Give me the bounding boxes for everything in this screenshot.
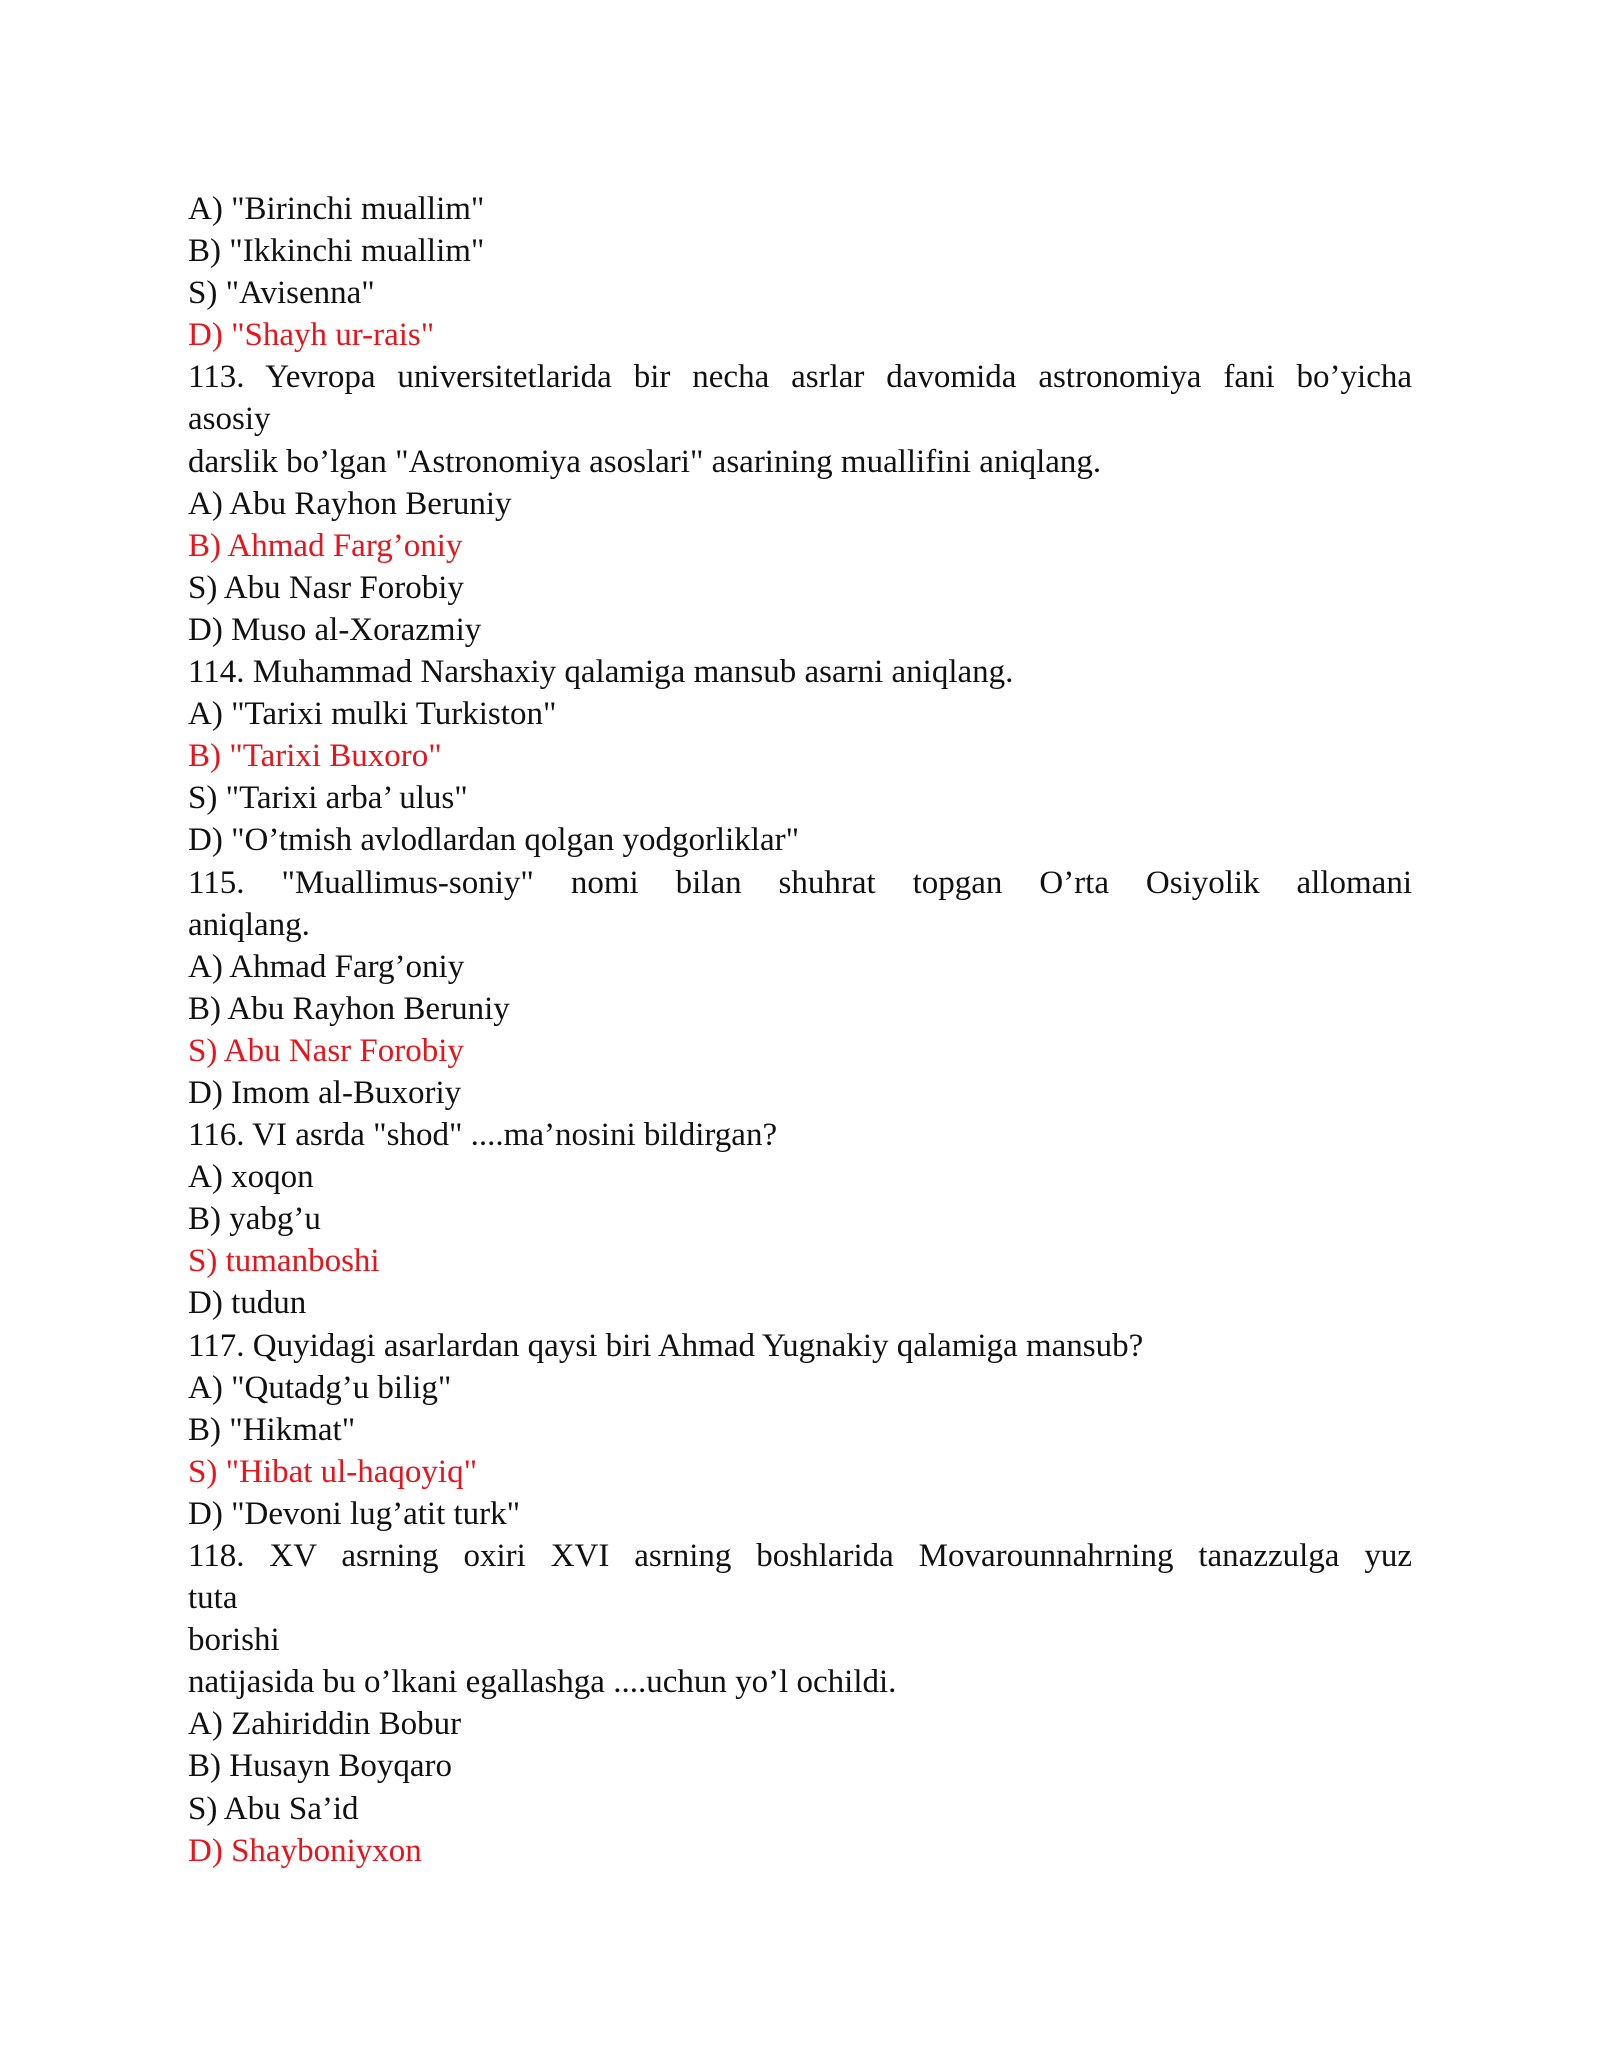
q113-option-c: S) Abu Nasr Forobiy [188,569,464,606]
q117-option-b: B) "Hikmat" [188,1411,356,1448]
q113-option-b-correct: B) Ahmad Farg’oniy [188,527,463,564]
quiz-content [188,188,1412,1872]
q114-option-d: D) "O’tmish avlodlardan qolgan yodgorliklar" [188,822,800,859]
q117-option-a: A) "Qutadg’u bilig" [188,1369,452,1406]
q116-option-c-correct: S) tumanboshi [188,1243,380,1280]
q113-question-line-2: asosiy [188,401,271,438]
q115-option-c-correct: S) Abu Nasr Forobiy [188,1032,464,1069]
q112-option-b: B) "Ikkinchi muallim" [188,233,485,270]
q115-option-b: B) Abu Rayhon Beruniy [188,990,510,1027]
q118-option-d-correct: D) Shayboniyxon [188,1832,422,1869]
q118-question-line-3: borishi [188,1622,280,1659]
q114-option-c: S) "Tarixi arba’ ulus" [188,780,468,817]
q117-option-d: D) "Devoni lug’atit turk" [188,1495,521,1532]
q112-option-a: A) "Birinchi muallim" [188,191,485,227]
q118-option-c: S) Abu Sa’id [188,1790,359,1827]
q117-option-c-correct: S) "Hibat ul-haqoyiq" [188,1453,478,1490]
q118-option-b: B) Husayn Boyqaro [188,1748,452,1785]
q113-question-line-1: 113. Yevropa universitetlarida bir necha asrlar davomida astronomiya fani bo’yicha [188,359,1412,396]
q114-option-a: A) "Tarixi mulki Turkiston" [188,696,557,733]
q115-option-a: A) Ahmad Farg’oniy [188,948,465,985]
q115-question-line-1: 115. "Muallimus-soniy" nomi bilan shuhrat topgan O’rta Osiyolik allomani [188,864,1412,901]
q116-option-a: A) xoqon [188,1159,314,1196]
q112-option-d-correct: D) "Shayh ur-rais" [188,317,435,354]
q118-question-line-1: 118. XV asrning oxiri XVI asrning boshlarida Movarounnahrning tanazzulga yuz [188,1538,1412,1574]
q115-question-line-2: aniqlang. [188,906,310,943]
q112-option-c: S) "Avisenna" [188,275,375,312]
q113-option-a: A) Abu Rayhon Beruniy [188,485,512,522]
q114-question: 114. Muhammad Narshaxiy qalamiga mansub asarni aniqlang. [188,654,1014,691]
q114-option-b-correct: B) "Tarixi Buxoro" [188,738,442,775]
q115-option-d: D) Imom al-Buxoriy [188,1074,462,1111]
q113-question-line-3: darslik bo’lgan "Astronomiya asoslari" asarining muallifini aniqlang. [188,443,1102,480]
q118-option-a: A) Zahiriddin Bobur [188,1706,462,1743]
q117-question: 117. Quyidagi asarlardan qaysi biri Ahmad Yugnakiy qalamiga mansub? [188,1327,1144,1364]
q113-option-d: D) Muso al-Xorazmiy [188,611,482,648]
q116-option-d: D) tudun [188,1285,307,1322]
q116-question: 116. VI asrda "shod" ....ma’nosini bildirgan? [188,1117,778,1154]
q118-question-line-2: tuta [188,1580,238,1617]
q118-question-line-4: natijasida bu o’lkani egallashga ....uchun yo’l ochildi. [188,1664,897,1701]
q116-option-b: B) yabg’u [188,1201,321,1238]
